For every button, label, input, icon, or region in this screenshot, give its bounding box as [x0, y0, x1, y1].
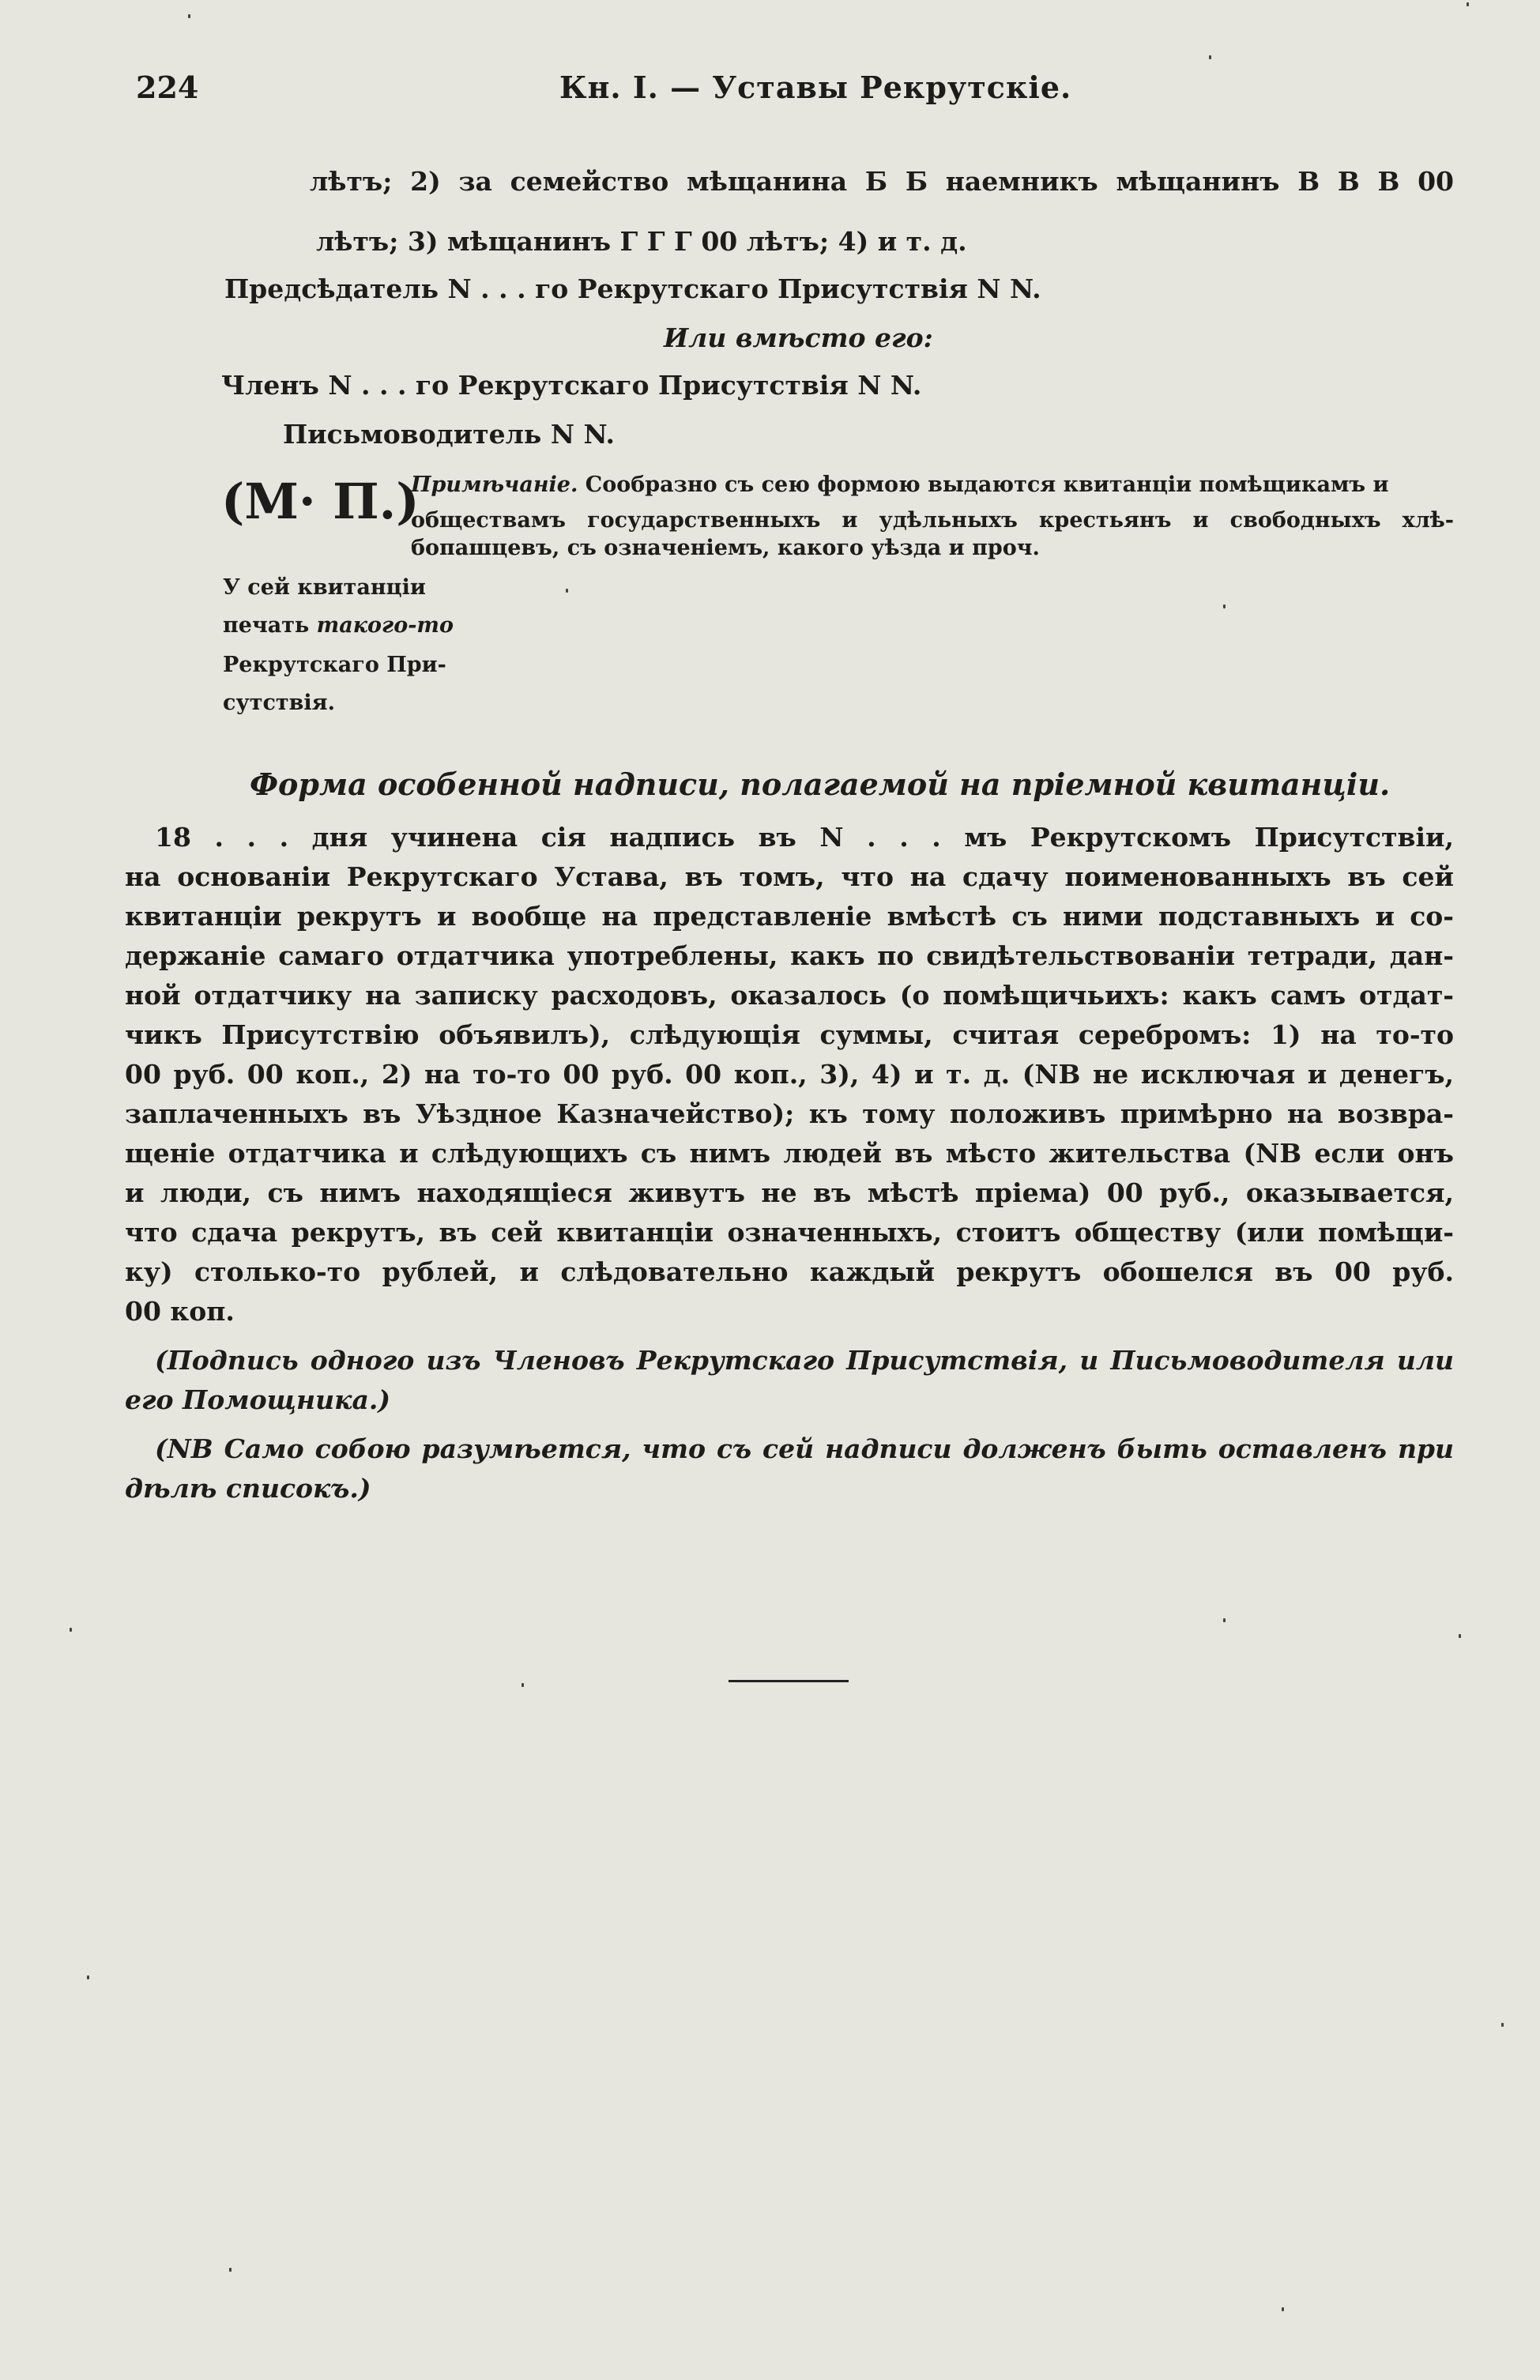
chairman-line: Предсѣдатель N . . . го Рекрутскаго Присутствія N N.: [224, 273, 1041, 304]
paragraph-line: щеніе отдатчика и слѣдующихъ съ нимъ людей въ мѣсто жительства (NB если онъ: [125, 1138, 1454, 1169]
print-speck: [1209, 55, 1211, 59]
text-line: лѣтъ; 3) мѣщанинъ Г Г Г 00 лѣтъ; 4) и т. д.: [316, 226, 967, 257]
note-text: Сообразно съ сею формою выдаются квитанціи помѣщикамъ и: [585, 473, 1389, 497]
note-line: бопашцевъ, съ означеніемъ, какого уѣзда и проч.: [411, 536, 1040, 560]
print-speck: [1223, 604, 1226, 608]
print-speck: [1282, 2307, 1284, 2311]
seal-caption: сутствія.: [223, 691, 335, 715]
paragraph-line: 18 . . . дня учинена сія надпись въ N . . . мъ Рекрутскомъ Присутствіи,: [155, 822, 1454, 853]
print-speck: [229, 2268, 232, 2272]
paragraph-line: ку) столько-то рублей, и слѣдовательно каждый рекрутъ обошелся въ 00 руб.: [125, 1256, 1454, 1287]
clerk-line: Письмоводитель N N.: [283, 419, 616, 450]
paragraph-line: чикъ Присутствію объявилъ), слѣдующія суммы, считая серебромъ: 1) на то-то: [125, 1019, 1454, 1050]
print-speck: [1501, 2023, 1504, 2027]
page-number: 224: [136, 70, 199, 105]
signature-note: (Подпись одного изъ Членовъ Рекрутскаго Присутствія, и Письмоводителя или: [155, 1345, 1454, 1376]
or-instead-line: Или вмѣсто его:: [664, 322, 933, 353]
seal-mark: (М· П.): [221, 473, 420, 530]
seal-caption: [223, 613, 454, 638]
print-speck: [1459, 1634, 1461, 1638]
seal-caption-part: такого-то: [316, 613, 454, 638]
print-speck: [566, 589, 568, 593]
note-line: обществамъ государственныхъ и удѣльныхъ крестьянъ и свободныхъ хлѣ-: [411, 508, 1454, 533]
nb-note: дѣлѣ списокъ.): [125, 1473, 371, 1504]
paragraph-line: на основаніи Рекрутскаго Устава, въ томъ, что на сдачу поименованныхъ въ сей: [125, 861, 1454, 892]
note-line: [411, 473, 1389, 497]
text-line: лѣтъ; 2) за семейство мѣщанина Б Б наемникъ мѣщанинъ В В В 00: [310, 166, 1454, 197]
signature-note: его Помощника.): [125, 1384, 390, 1415]
paragraph-line: 00 руб. 00 коп., 2) на то-то 00 руб. 00 коп., 3), 4) и т. д. (NB не исключая и денегъ,: [125, 1059, 1454, 1090]
section-rule: [729, 1680, 849, 1682]
paragraph-line: заплаченныхъ въ Уѣздное Казначейство); къ тому положивъ примѣрно на возвра-: [125, 1098, 1454, 1129]
print-speck: [1223, 1618, 1226, 1622]
paragraph-line: квитанціи рекрутъ и вообще на представленіе вмѣстѣ съ ними подставныхъ и со-: [125, 901, 1454, 932]
nb-note: (NB Само собою разумѣется, что съ сей надписи долженъ быть оставленъ при: [155, 1433, 1454, 1464]
print-speck: [521, 1683, 524, 1687]
seal-caption: Рекрутскаго При-: [223, 653, 446, 677]
form-title: Форма особенной надписи, полагаемой на пріемной квитанціи.: [250, 766, 1391, 802]
running-title: Кн. I. — Уставы Рекрутскіе.: [559, 70, 1072, 105]
paragraph-line: держаніе самаго отдатчика употреблены, какъ по свидѣтельствованіи тетради, дан-: [125, 940, 1454, 971]
paragraph-line: 00 коп.: [125, 1296, 235, 1327]
print-speck: [70, 1628, 72, 1632]
paragraph-line: ной отдатчику на записку расходовъ, оказалось (о помѣщичьихъ: какъ самъ отдат-: [125, 980, 1454, 1011]
paragraph-line: и люди, съ нимъ находящіеся живутъ не въ мѣстѣ пріема) 00 руб., оказывается,: [125, 1177, 1454, 1208]
print-speck: [87, 1975, 89, 1979]
print-speck: [188, 14, 190, 18]
note-label: Примѣчаніе.: [411, 473, 578, 497]
paragraph-line: что сдача рекрутъ, въ сей квитанціи означенныхъ, стоитъ обществу (или помѣщи-: [125, 1217, 1454, 1248]
seal-caption: У сей квитанціи: [223, 575, 426, 600]
seal-caption-part: печать: [223, 613, 310, 638]
member-line: Членъ N . . . го Рекрутскаго Присутствія N N.: [221, 370, 922, 401]
print-speck: [1467, 2, 1469, 6]
